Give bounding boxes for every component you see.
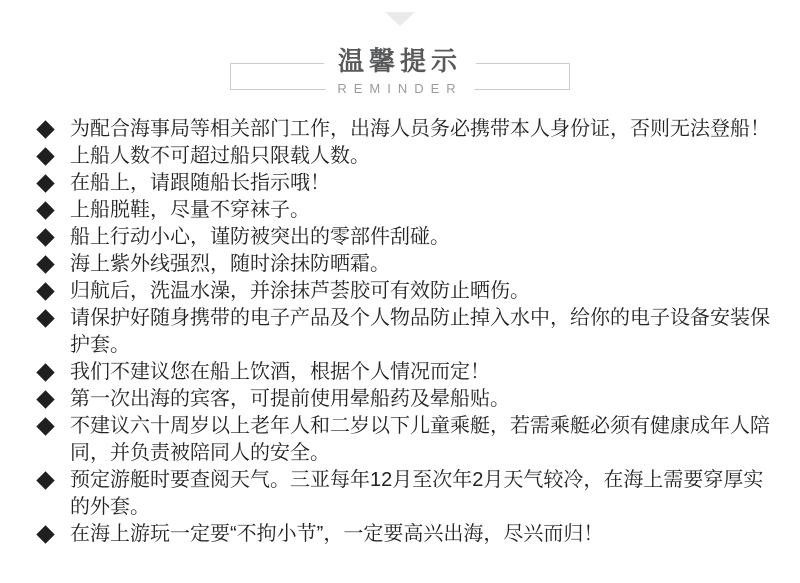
diamond-bullet-icon (36, 417, 54, 435)
diamond-bullet-icon (36, 120, 54, 138)
diamond-bullet-icon (36, 471, 54, 489)
reminder-text: 不建议六十周岁以上老年人和二岁以下儿童乘艇，若需乘艇必须有健康成年人陪同，并负责被陪同人的安全。 (70, 415, 770, 464)
reminder-text: 在船上，请跟随船长指示哦！ (70, 172, 330, 194)
reminder-item (38, 521, 770, 548)
diamond-bullet-icon (36, 525, 54, 543)
diamond-bullet-icon (36, 147, 54, 165)
reminder-text: 预定游艇时要查阅天气。三亚每年12月至次年2月天气较冷，在海上需要穿厚实的外套。 (70, 469, 764, 518)
diamond-bullet-icon (36, 201, 54, 219)
reminder-text: 上船脱鞋，尽量不穿袜子。 (70, 199, 310, 221)
reminder-text: 归航后，洗温水澡，并涂抹芦荟胶可有效防止晒伤。 (70, 280, 530, 302)
reminder-item (38, 278, 770, 305)
diamond-bullet-icon (36, 363, 54, 381)
diamond-bullet-icon (36, 282, 54, 300)
diamond-bullet-icon (36, 228, 54, 246)
reminder-text: 第一次出海的宾客，可提前使用晕船药及晕船贴。 (70, 388, 510, 410)
reminder-item (38, 467, 770, 521)
reminder-item (38, 170, 770, 197)
reminder-item (38, 143, 770, 170)
page-subtitle: REMINDER (325, 81, 474, 97)
reminder-item (38, 197, 770, 224)
reminder-text: 海上紫外线强烈，随时涂抹防晒霜。 (70, 253, 390, 275)
diamond-bullet-icon (36, 255, 54, 273)
reminder-text: 上船人数不可超过船只限载人数。 (70, 145, 370, 167)
reminder-text: 船上行动小心，谨防被突出的零部件刮碰。 (70, 226, 450, 248)
title-frame (230, 47, 570, 96)
reminder-item (38, 116, 770, 143)
reminder-text: 为配合海事局等相关部门工作，出海人员务必携带本人身份证，否则无法登船！ (70, 118, 770, 140)
reminder-item (38, 305, 770, 359)
reminder-item (38, 224, 770, 251)
reminder-text: 我们不建议您在船上饮酒，根据个人情况而定！ (70, 361, 490, 383)
reminder-text: 在海上游玩一定要“不拘小节”，一定要高兴出海，尽兴而归！ (70, 523, 604, 545)
diamond-bullet-icon (36, 309, 54, 327)
reminder-item (38, 359, 770, 386)
reminder-list (0, 116, 800, 548)
down-triangle-icon (385, 12, 415, 26)
reminder-item (38, 386, 770, 413)
diamond-bullet-icon (36, 390, 54, 408)
reminder-item (38, 413, 770, 467)
diamond-bullet-icon (36, 174, 54, 192)
reminder-item (38, 251, 770, 278)
reminder-text: 请保护好随身携带的电子产品及个人物品防止掉入水中，给你的电子设备安装保护套。 (70, 307, 770, 356)
page-title: 温馨提示 (324, 46, 476, 78)
